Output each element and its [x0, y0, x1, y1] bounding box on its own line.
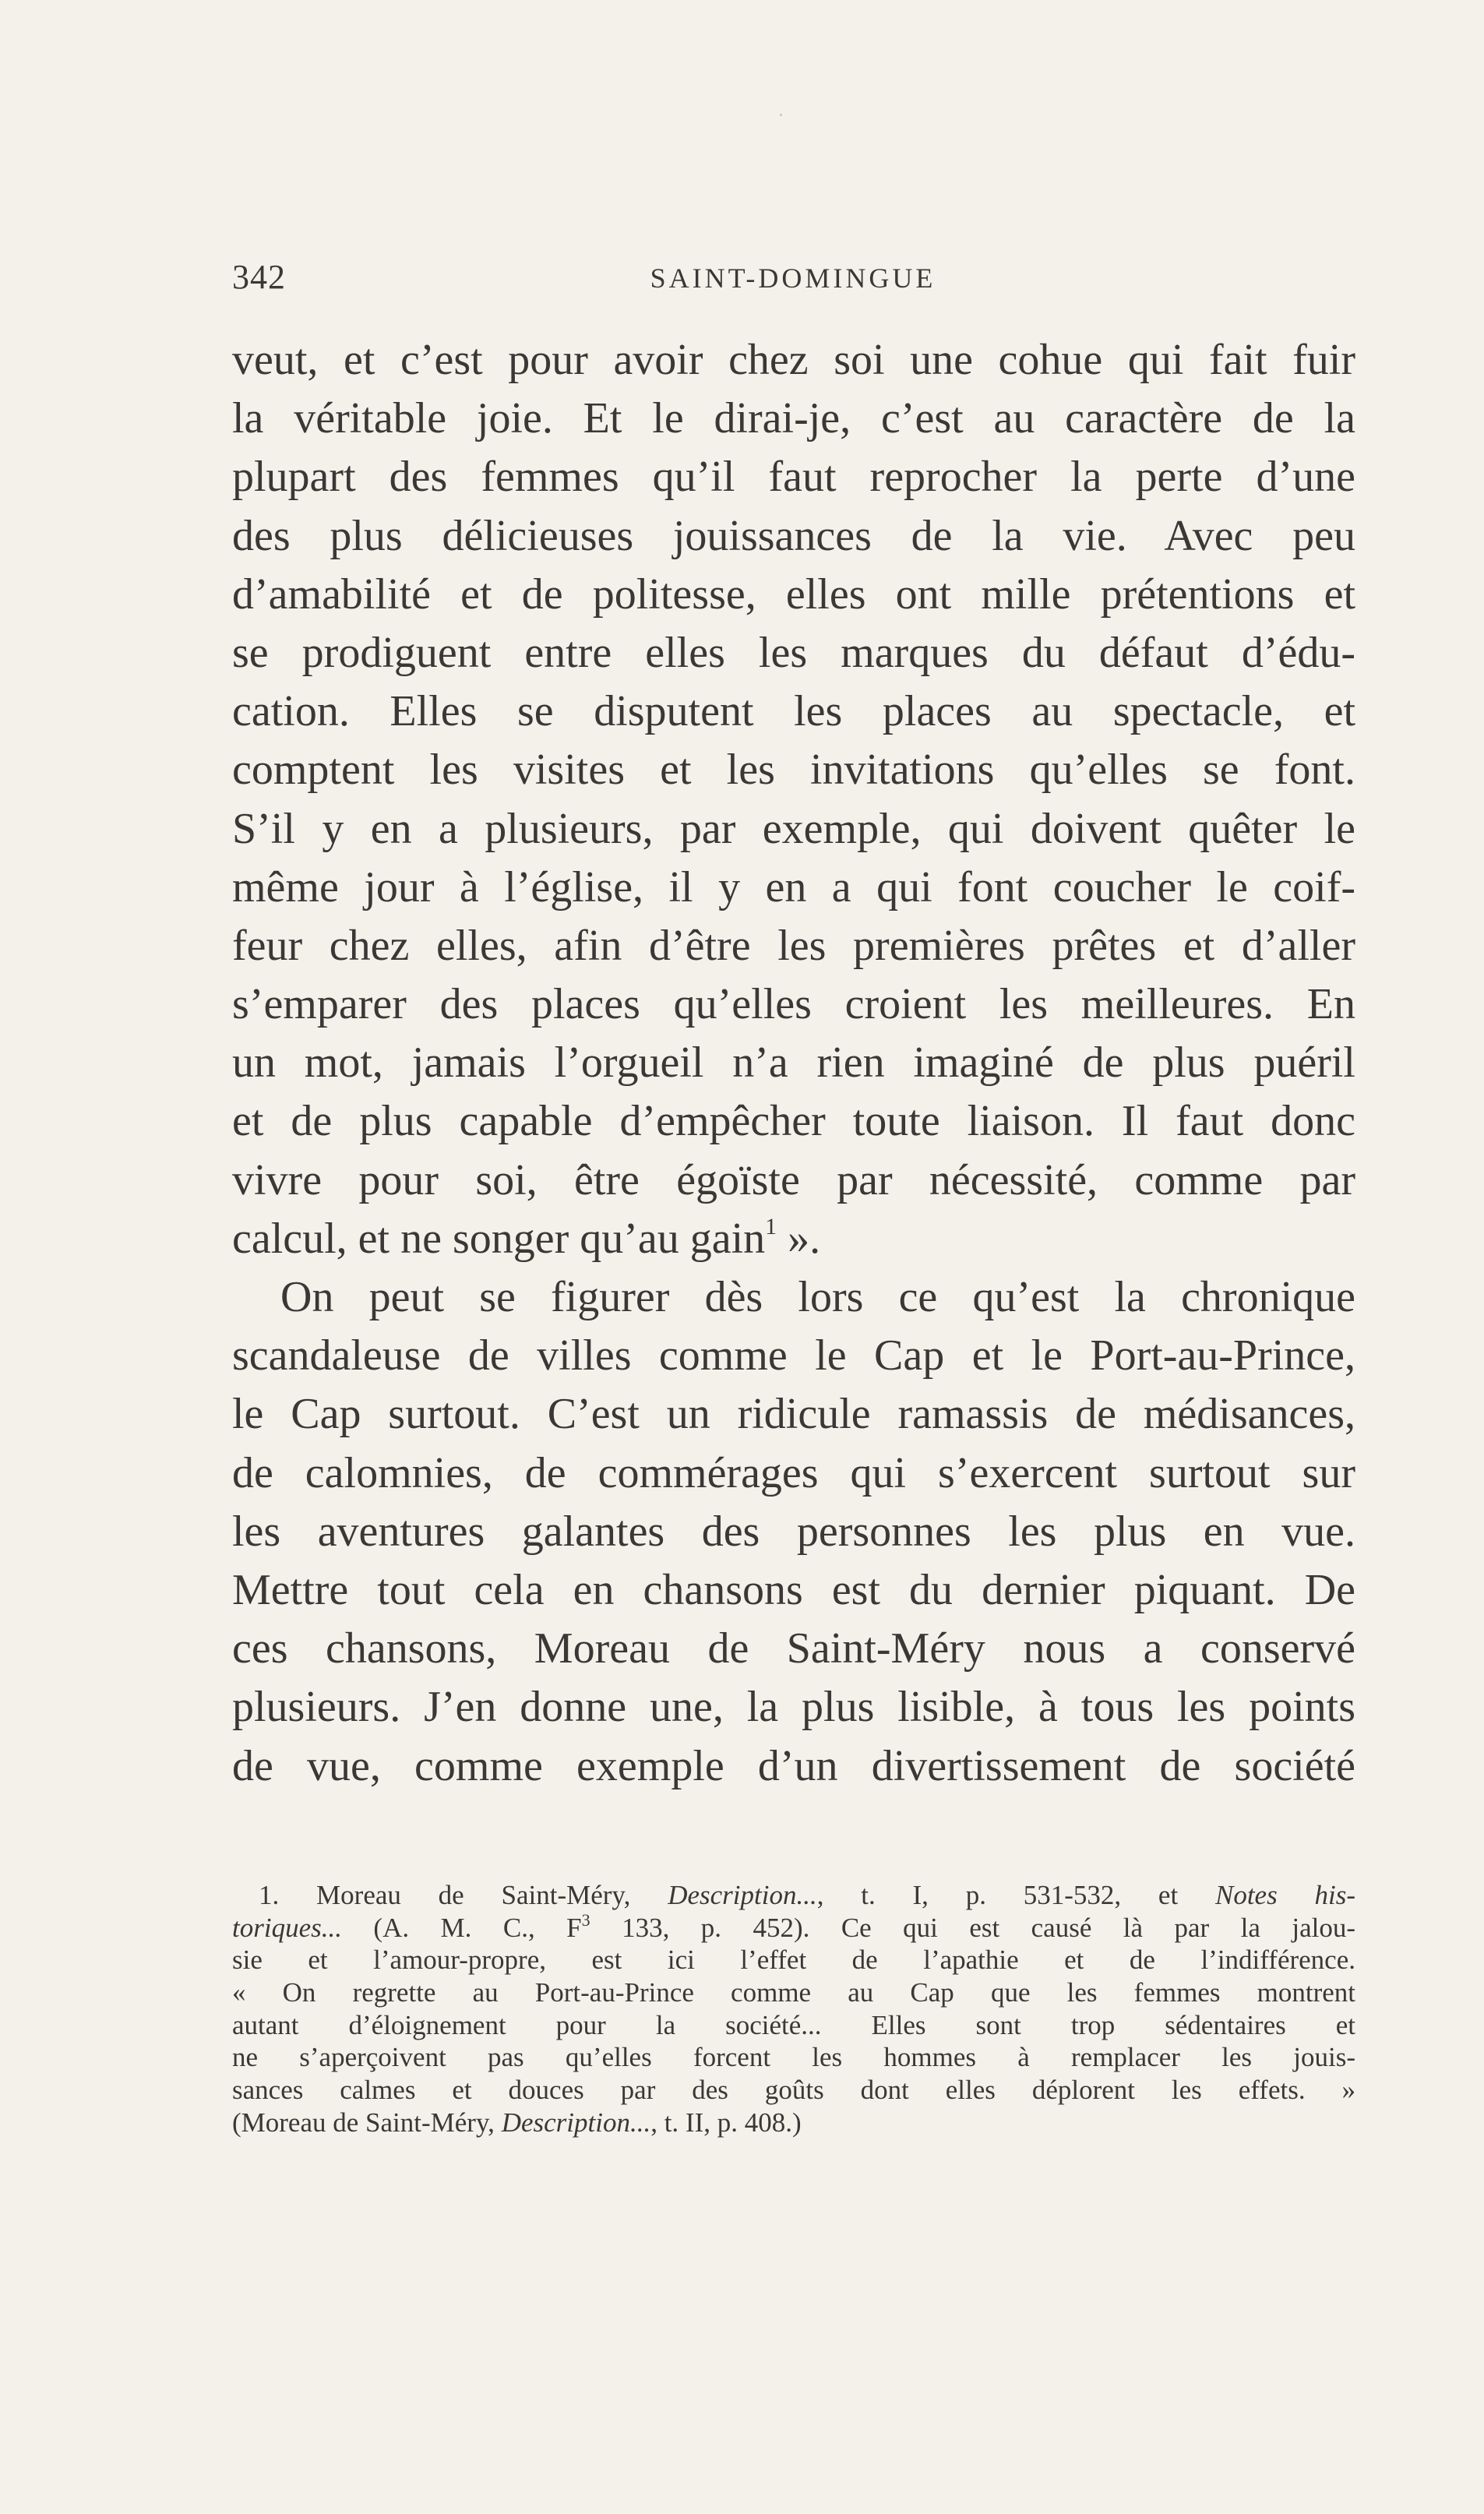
text-line: scandaleuse de villes comme le Cap et le Port-au-Prince,: [232, 1331, 1355, 1380]
text-line: le Cap surtout. C’est un ridicule ramassis de médisances,: [232, 1390, 1355, 1439]
text-line: vivre pour soi, être égoïste par nécessité, comme par: [232, 1155, 1355, 1204]
text-run: ».: [777, 1214, 821, 1263]
text-line: S’il y en a plusieurs, par exemple, qui doivent quêter le: [232, 804, 1355, 853]
footnote-line: ne s’aperçoivent pas qu’elles forcent les hommes à remplacer les jouis-: [232, 2042, 1355, 2073]
footnote-line: sie et l’amour-propre, est ici l’effet de l’apathie et de l’indifférence.: [232, 1945, 1355, 1976]
footnote-line: [232, 1912, 1355, 1945]
text-line: comptent les visites et les invitations qu’elles se font.: [232, 746, 1355, 795]
text-line: s’emparer des places qu’elles croient les meilleures. En: [232, 980, 1355, 1029]
text-line: plusieurs. J’en donne une, la plus lisible, à tous les points: [232, 1683, 1355, 1732]
text-line: la véritable joie. Et le dirai-je, c’est au caractère de la: [232, 394, 1355, 443]
body-text: [232, 331, 1355, 1796]
text-line: feur chez elles, afin d’être les premières prêtes et d’aller: [232, 921, 1355, 970]
text-line: les aventures galantes des personnes les plus en vue.: [232, 1507, 1355, 1556]
text-line: même jour à l’église, il y en a qui font coucher le coif-: [232, 862, 1355, 911]
footnote-text: , t. I, p. 531-532, et: [816, 1880, 1215, 1910]
footnote-superscript: 3: [581, 1911, 590, 1930]
text-line: d’amabilité et de politesse, elles ont mille prétentions et: [232, 569, 1355, 619]
footnote-line: « On regrette au Port-au-Prince comme au Cap que les femmes montrent: [232, 1977, 1355, 2008]
footnote-text: (Moreau de Saint-Méry,: [232, 2107, 502, 2138]
footnote-line: autant d’éloignement pour la société... Elles sont trop sédentaires et: [232, 2009, 1355, 2040]
footnote-text: (A. M. C., F: [341, 1912, 582, 1943]
text-line: de calomnies, de commérages qui s’exercent surtout sur: [232, 1448, 1355, 1497]
footnote-reference: 1: [765, 1213, 777, 1239]
text-run: calcul, et ne songer qu’au gain: [232, 1214, 766, 1263]
footnote-line: [232, 1879, 1355, 1912]
footnote-text: 1. Moreau de Saint-Méry,: [259, 1880, 668, 1910]
footnote-title: Description...: [668, 1880, 817, 1910]
footnotes: [232, 1879, 1355, 2139]
text-line-paragraph-start: On peut se figurer dès lors ce qu’est la chronique: [280, 1273, 1355, 1321]
footnote-title: toriques...: [232, 1912, 342, 1943]
footnote-text: 133, p. 452). Ce qui est causé là par la jalou-: [590, 1912, 1355, 1943]
running-title: SAINT-DOMINGUE: [650, 263, 936, 294]
footnote-title: Description...: [501, 2107, 651, 2138]
text-line: veut, et c’est pour avoir chez soi une cohue qui fait fuir: [232, 336, 1355, 384]
page-number: 342: [232, 258, 286, 296]
paper-speck: [780, 114, 782, 116]
text-line: un mot, jamais l’orgueil n’a rien imaginé de plus puéril: [232, 1038, 1355, 1088]
text-line: Mettre tout cela en chansons est du dernier piquant. De: [232, 1565, 1355, 1614]
text-line: plupart des femmes qu’il faut reprocher la perte d’une: [232, 453, 1355, 502]
text-line-paragraph-end: [232, 1210, 1355, 1268]
text-line: cation. Elles se disputent les places au spectacle, et: [232, 687, 1355, 736]
footnote-text: , t. II, p. 408.): [650, 2107, 802, 2138]
text-line: de vue, comme exemple d’un divertissement de société: [232, 1741, 1355, 1790]
page-header: [232, 257, 1354, 304]
text-line: ces chansons, Moreau de Saint-Méry nous a conservé: [232, 1624, 1355, 1673]
text-line: des plus délicieuses jouissances de la vie. Avec peu: [232, 511, 1355, 560]
footnote-title: Notes his-: [1214, 1880, 1355, 1910]
footnote-line: sances calmes et douces par des goûts dont elles déplorent les effets. »: [232, 2075, 1355, 2106]
text-line: se prodiguent entre elles les marques du défaut d’édu-: [232, 628, 1355, 677]
footnote-line: [232, 2107, 1355, 2139]
text-line: et de plus capable d’empêcher toute liaison. Il faut donc: [232, 1097, 1355, 1146]
